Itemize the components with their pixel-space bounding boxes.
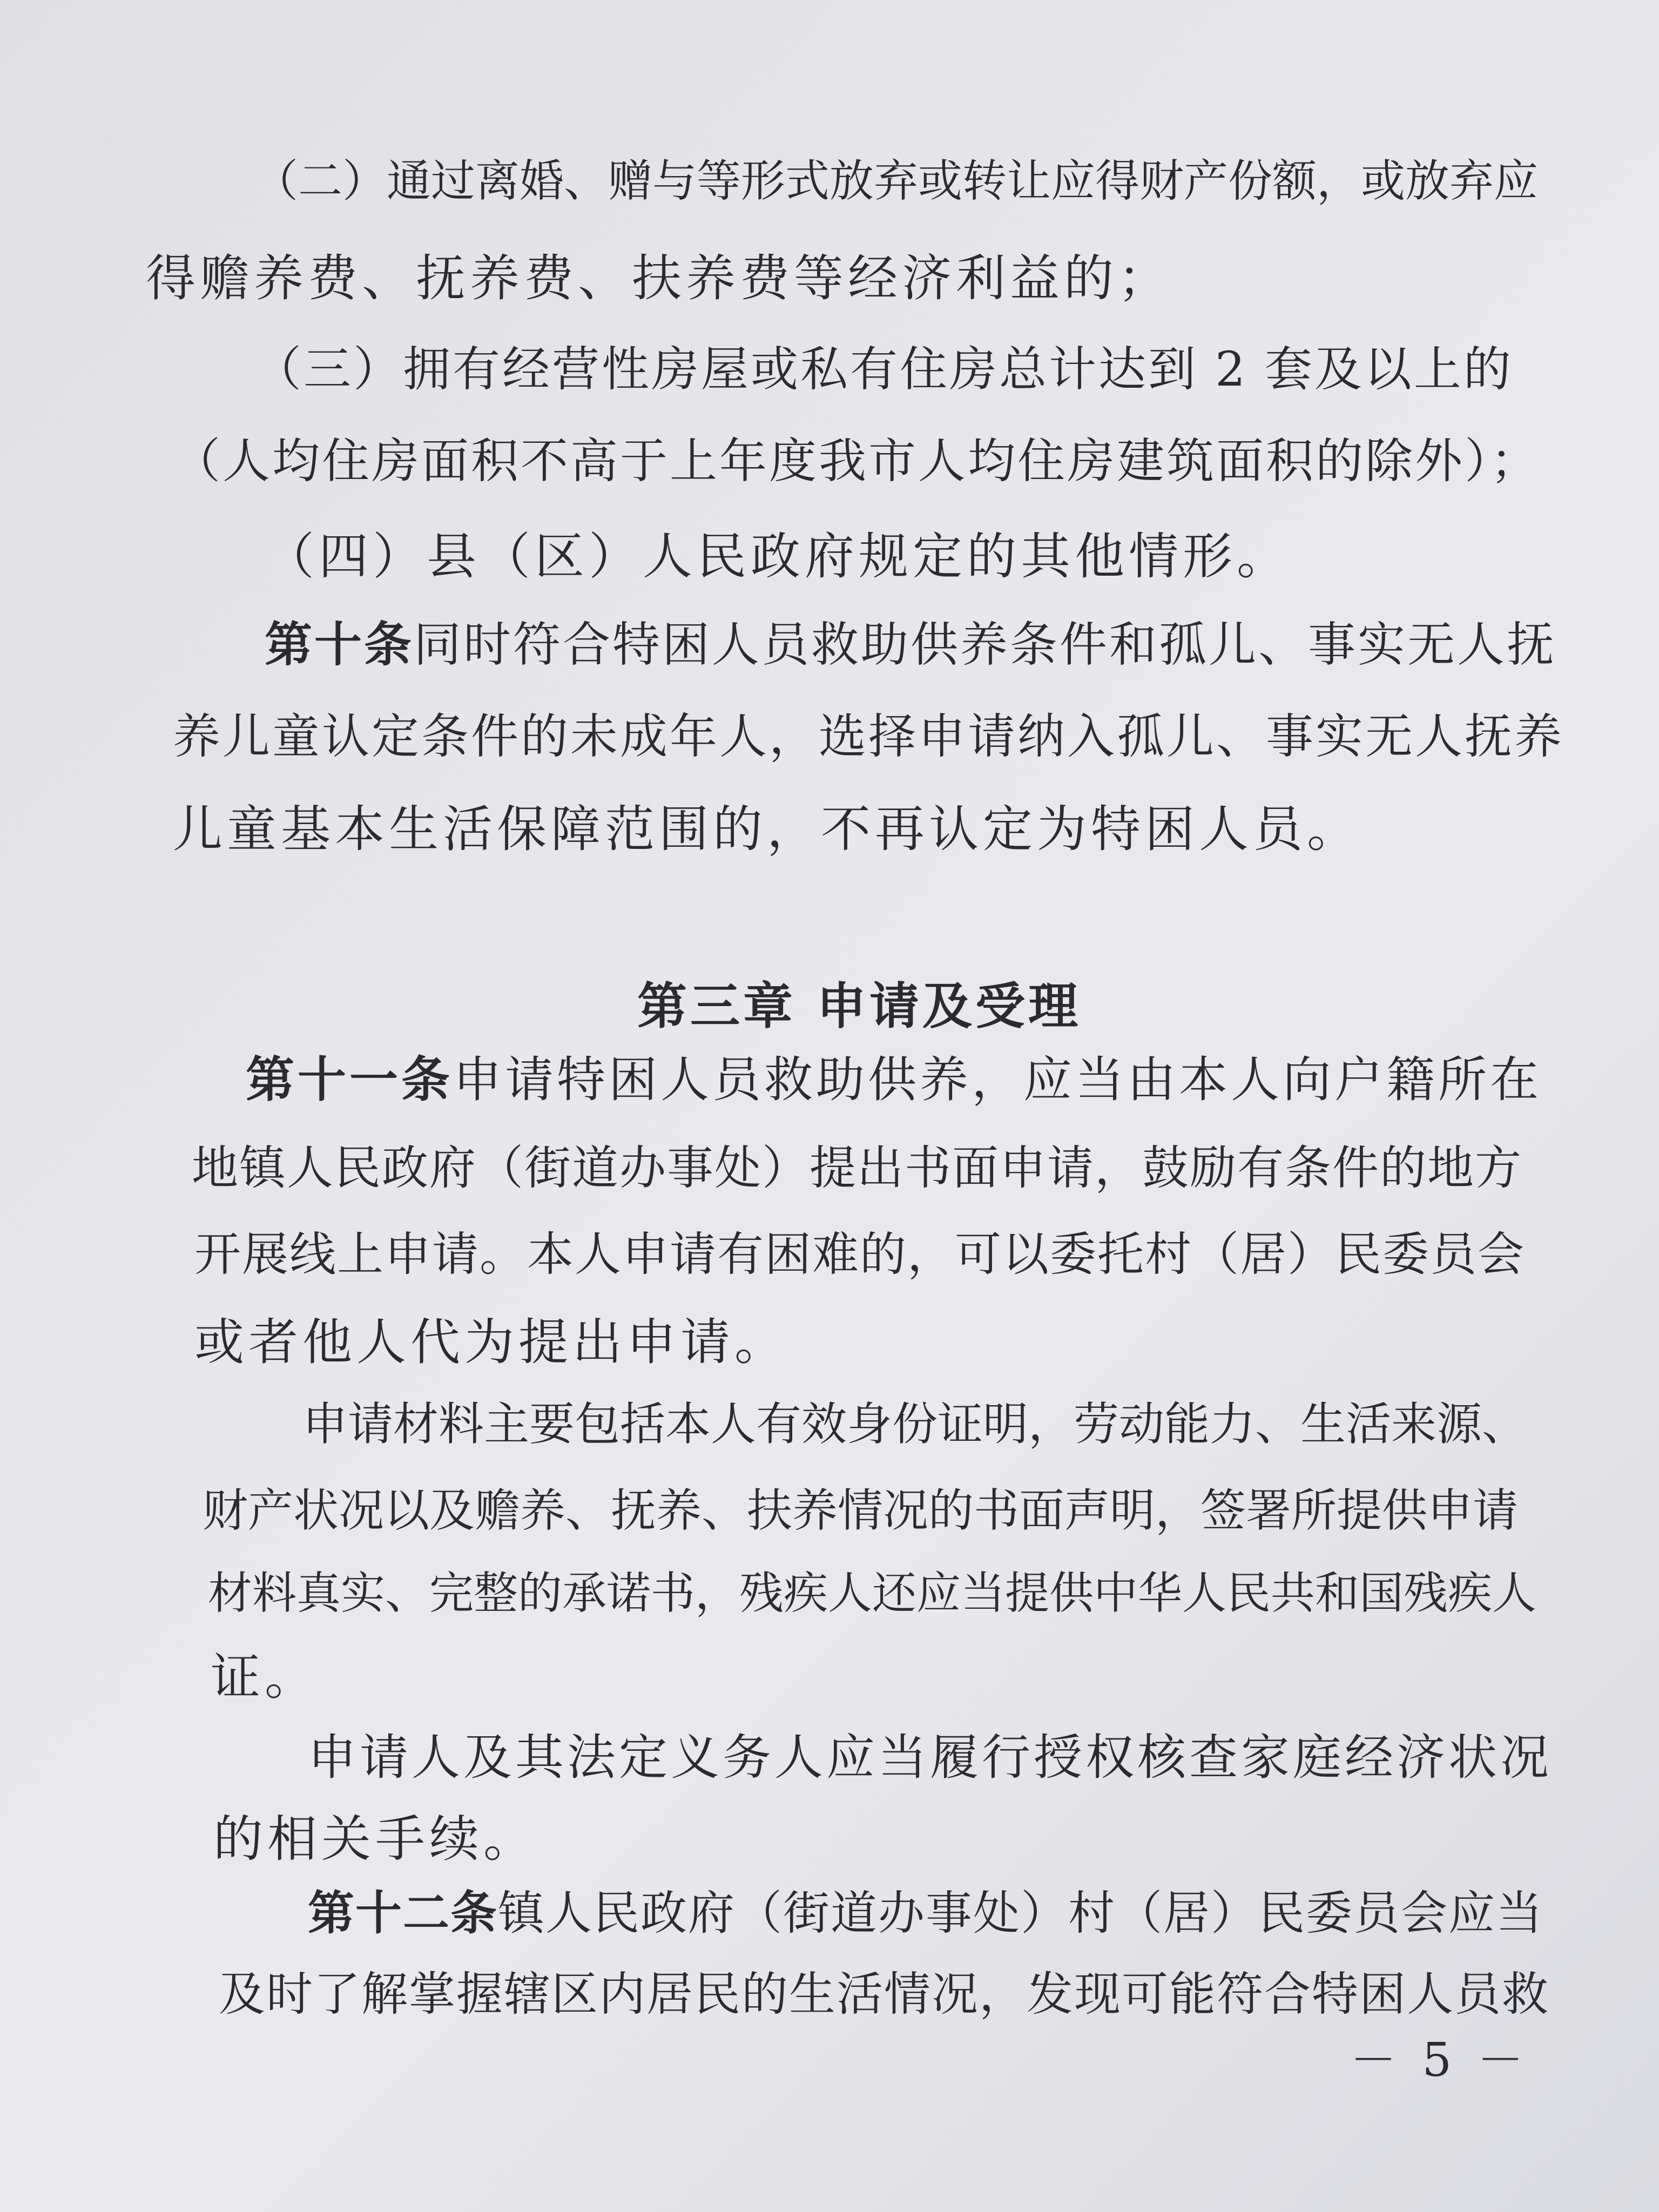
article-12-label: 第十二条 [308, 1886, 498, 1940]
clause-2-line-1: （二）通过离婚、赠与等形式放弃或转让应得财产份额，或放弃应 [254, 156, 1539, 207]
clause-4-line: （四）县（区）人民政府规定的其他情形。 [265, 528, 1291, 585]
clause-3-line-2: （人均住房面积不高于上年度我市人均住房建筑面积的除外）； [173, 433, 1541, 489]
chapter-title: 第三章 申请及受理 [637, 977, 1082, 1035]
clause-3-line-1: （三）拥有经营性房屋或私有住房总计达到 2 套及以上的 [254, 341, 1513, 397]
page-number: － 5 － [1350, 2033, 1529, 2087]
materials-line-2: 财产状况以及赡养、抚养、扶养情况的书面声明，签署所提供申请 [203, 1484, 1519, 1537]
materials-line-4: 证。 [211, 1648, 319, 1706]
article-10-line-3: 儿童基本生活保障范围的，不再认定为特困人员。 [173, 800, 1361, 858]
article-12-line-1 [308, 1886, 1543, 1940]
article-12-line-2: 及时了解掌握辖区内居民的生活情况，发现可能符合特困人员救 [219, 1967, 1549, 2021]
article-11-line-4: 或者他人代为提出申请。 [194, 1313, 789, 1371]
article-10-label: 第十条 [265, 617, 414, 672]
clause-2-line-2: 得赡养费、抚养费、扶养费等经济利益的； [146, 249, 1172, 307]
article-11-line-2: 地镇人民政府（街道办事处）提出书面申请，鼓励有条件的地方 [192, 1141, 1522, 1195]
article-11-label: 第十一条 [246, 1051, 453, 1108]
article-11-text: 申请特困人员救助供养，应当由本人向户籍所在 [453, 1051, 1542, 1108]
article-12-text: 镇人民政府（街道办事处）村（居）民委员会应当 [498, 1886, 1543, 1940]
article-10-line-1 [265, 617, 1557, 672]
materials-line-3: 材料真实、完整的承诺书，残疾人还应当提供中华人民共和国残疾人 [208, 1568, 1537, 1619]
article-11-line-1 [246, 1051, 1542, 1108]
authorize-line-2: 的相关手续。 [213, 1810, 538, 1868]
materials-line-1: 申请材料主要包括本人有效身份证明，劳动能力、生活来源、 [302, 1398, 1528, 1451]
article-10-text: 同时符合特困人员救助供养条件和孤儿、事实无人抚 [414, 617, 1557, 672]
authorize-line-1: 申请人及其法定义务人应当履行授权核查家庭经济状况 [308, 1729, 1552, 1786]
article-11-line-3: 开展线上申请。本人申请有困难的，可以委托村（居）民委员会 [194, 1228, 1525, 1282]
article-10-line-2: 养儿童认定条件的未成年人，选择申请纳入孤儿、事实无人抚养 [173, 709, 1564, 764]
